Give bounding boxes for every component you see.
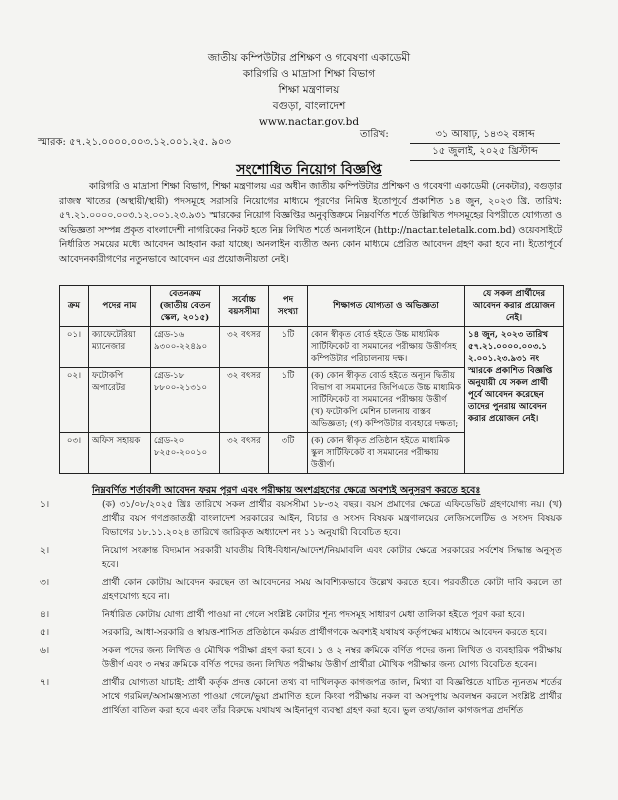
col-scale: বেতনক্রম (জাতীয় বেতন স্কেল, ২০১৫) bbox=[151, 286, 220, 327]
list-item: ৬। সকল পদের জন্য লিখিত ও মৌখিক পরীক্ষা গ্রহণ করা হবে। ১ ও ২ নম্বর ক্রমিকে বর্ণিত পদের জন্য লিখিত ও ব্যবহারিক পরীক্ষায় উত্তীর্ণ এবং ৩ নম্বর ক্রমিকে বর্ণিত পদের জন্য লিখিত পরীক্ষায় উত্তীর্ণ প্রার্থীরা মৌখিক পরীক্ষার জন্য যোগ্য বিবেচিত হবেন। bbox=[40, 646, 562, 670]
conditions-title: নিম্নবর্ণিত শর্তাবলী আবেদন ফরম পূরণ এবং পরীক্ষায় অংশগ্রহণের ক্ষেত্রে অবশ্যই অনুসরণ করতে হবেঃ bbox=[92, 485, 481, 496]
list-item: ৭। প্রার্থীর যোগ্যতা যাচাই: প্রার্থী কর্তৃক প্রদত্ত কোনো তথ্য বা দাখিলকৃত কাগজপত্র জাল, মিথ্যা বা বিজ্ঞপ্তিতে যাচিত ন্যূনতম শর্তের সাথে গরমিল/অসামঞ্জস্যতা পাওয়া গেলে/ভুয়া প্রমাণিত হলে কিংবা পরীক্ষায় নকল বা অসদুপায় অবলম্বন করলে সংশ্লিষ্ট প্রার্থীর প্রার্থিতা বাতিল করা হবে এবং তাঁর বিরুদ্ধে যথাযথ আইনানুগ ব্যবস্থা গ্রহণ করা হবে। ভুল তথ্য/জাল কাগজপত্র প্রদর্শিত bbox=[40, 678, 562, 716]
notice-title: সংশোধিত নিয়োগ বিজ্ঞপ্তি bbox=[236, 162, 382, 178]
intro-paragraph: কারিগরি ও মাদ্রাসা শিক্ষা বিভাগ, শিক্ষা মন্ত্রণালয় এর অধীন জাতীয় কম্পিউটার প্রশিক্ষণ ও গবেষণা একাডেমী (নেকটার), বগুড়ার রাজস্ব খাতের (অস্থায়ী/স্থায়ী) পদসমূহে সরাসরি নিয়োগের মাধ্যমে পূরণের নিমিত্ত ইতোপূর্বে প্রকাশিত ১৪ জুন, ২০২৩ খ্রি. তারিখ: ৫৭.২১.০০০০.০০৩.১২.০০১.২৩.৯৩১ স্মারকের নিয়োগ বিজ্ঞপ্তির অনুবৃত্তিক্রমে নিম্নবর্ণিত শর্তে উল্লিখিত পদসমূহের বিপরীতে যোগ্যতা ও অভিজ্ঞতা সম্পন্ন প্রকৃত বাংলাদেশী নাগরিকের নিকট হতে নিম্ন লিখিত শর্তে অনলাইনে (http://nactar.teletalk.com.bd) ওয়েবসাইটে নির্ধারিত সময়ের মধ্যে আবেদন আহবান করা যাচ্ছে। অনলাইন ব্যতীত অন্য কোন মাধ্যমে প্রেরিত আবেদন গ্রহণ করা হবে না। ইতোপূর্বে আবেদনকারীগণের নতুনভাবে আবেদন এর প্রয়োজনীয়তা নেই। bbox=[59, 181, 562, 265]
website-link[interactable]: www.nactar.gov.bd bbox=[258, 116, 360, 128]
date-english: ১৫ জুলাই, ২০২৫ খ্রিস্টাব্দ bbox=[410, 144, 560, 161]
date-label: তারিখ: bbox=[360, 129, 389, 140]
date-bangla: ৩১ আষাঢ়, ১৪৩২ বঙ্গাব্দ bbox=[410, 127, 560, 144]
ministry-name: শিক্ষা মন্ত্রণালয় bbox=[278, 84, 340, 96]
col-qual: শিক্ষাগত যোগ্যতা ও অভিজ্ঞতা bbox=[308, 286, 465, 327]
location: বগুড়া, বাংলাদেশ bbox=[272, 100, 346, 112]
list-item: ৪। নির্ধারিত কোটায় যোগ্য প্রার্থী পাওয়া না গেলে সংশ্লিষ্ট কোটার শূন্য পদসমূহ সাধারণ মেধা তালিকা হইতে পূরণ করা হবে। bbox=[40, 610, 525, 620]
no-reapply-note: ১৪ জুন, ২০২৩ তারিখ ৫৭.২১.০০০০.০০৩.১ ২.০০১.২৩.৯৩১ নং স্মারকে প্রকাশিত বিজ্ঞপ্তি অনুযায়ী যে সকল প্রার্থী পূর্বে আবেদন করেছেন তাদের পুনরায় আবেদন করার প্রয়োজন নেই। bbox=[465, 327, 564, 474]
list-item: ১। (ক) ৩১/০৮/২০২৫ খ্রিঃ তারিখে সকল প্রার্থীর বয়সসীমা ১৮-৩২ বছর। বয়স প্রমাণের ক্ষেত্রে এফিডেভিট গ্রহণযোগ্য নয়। (খ) প্রার্থীর বয়স গণপ্রজাতন্ত্রী বাংলাদেশ সরকারের আইন, বিচার ও সংসদ বিষয়ক মন্ত্রণালয়ের লেজিসলেটিভ ও সংসদ বিষয়ক বিভাগের ১৮.১১.২০২৪ তারিখে জারিকৃত অধ্যাদেশ নং ১১ অনুযায়ী বিবেচিত হবে। bbox=[40, 500, 562, 538]
memo-ref: স্মারক: ৫৭.২১.০০০০.০০৩.১২.০০১.২৫. ৯০৩ bbox=[38, 137, 231, 148]
list-item: ৩। প্রার্থী কোন কোটায় আবেদন করছেন তা আবেদনের সময় আবশ্যিকভাবে উল্লেখ করতে হবে। পরবর্তীতে কোটা দাবি করলে তা গ্রহণযোগ্য হবে না। bbox=[40, 578, 562, 602]
division-name: কারিগরি ও মাদ্রাসা শিক্ষা বিভাগ bbox=[242, 68, 376, 80]
list-item: ৫। সরকারি, আধা-সরকারি ও স্বায়ত্ত-শাসিত প্রতিষ্ঠানে কর্মরত প্রার্থীগণকে অবশ্যই যথাযথ কর্তৃপক্ষের মাধ্যমে আবেদন করতে হবে। bbox=[40, 628, 548, 638]
col-count: পদ সংখ্যা bbox=[269, 286, 308, 327]
letterhead bbox=[0, 50, 618, 130]
table-row: ০৩। অফিস সহায়ক গ্রেড-২০ ৮২৫০-২০০১০ ৩২ বৎসর ৩টি (ক) কোন স্বীকৃত প্রতিষ্ঠান হইতে মাধ্যমিক স্কুল সার্টিফিকেট বা সমমানের পরীক্ষায় উত্তীর্ণ। bbox=[60, 433, 564, 474]
col-note: যে সকল প্রার্থীদের আবেদন করার প্রয়োজন নেই। bbox=[465, 286, 564, 327]
memo-date bbox=[360, 127, 560, 161]
col-sl: ক্রম bbox=[60, 286, 89, 327]
col-post: পদের নাম bbox=[89, 286, 151, 327]
org-name: জাতীয় কম্পিউটার প্রশিক্ষণ ও গবেষণা একাডেমী bbox=[207, 52, 411, 64]
table-row: ০১। ক্যাফেটেরিয়া ম্যানেজার গ্রেড-১৬ ৯৩০০-২২৪৯০ ৩২ বৎসর ১টি কোন স্বীকৃত বোর্ড হইতে উচ্চ মাধ্যমিক সার্টিফিকেট বা সমমানের পরীক্ষায় উত্তীর্ণসহ কম্পিউটার পরিচালনায় দক্ষ। ১৪ জুন, ২০২৩ তারিখ ৫৭.২১.০০০০.০০৩.১ ২.০০১.২৩.৯৩১ নং স্মারকে প্রকাশিত বিজ্ঞপ্তি অনুযায়ী যে সকল প্রার্থী পূর্বে আবেদন করেছেন তাদের পুনরায় আবেদন করার প্রয়োজন নেই। bbox=[60, 327, 564, 368]
col-age: সর্বোচ্চ বয়সসীমা bbox=[220, 286, 269, 327]
conditions-list bbox=[40, 498, 562, 722]
table-row: ০২। ফটোকপি অপারেটর গ্রেড-১৮ ৮৮০০-২১৩১০ ৩২ বৎসর ১টি (ক) কোন স্বীকৃত বোর্ড হইতে অন্যূন দ্বিতীয় বিভাগ বা সমমানের জিপিএতে উচ্চ মাধ্যমিক সার্টিফিকেট বা সমমানের পরীক্ষায় উত্তীর্ণ (খ) ফটোকপি মেশিন চালনায় বাস্তব অভিজ্ঞতা; (গ) কম্পিউটার ব্যবহারে দক্ষতা; bbox=[60, 368, 564, 433]
posts-table bbox=[59, 285, 564, 474]
list-item: ২। নিয়োগ সংক্রান্ত বিদ্যমান সরকারী যাবতীয় বিধি-বিধান/আদেশ/নিয়মাবলি এবং কোটার ক্ষেত্রে সরকারের সর্বশেষ সিদ্ধান্ত অনুসৃত হবে। bbox=[40, 546, 562, 570]
